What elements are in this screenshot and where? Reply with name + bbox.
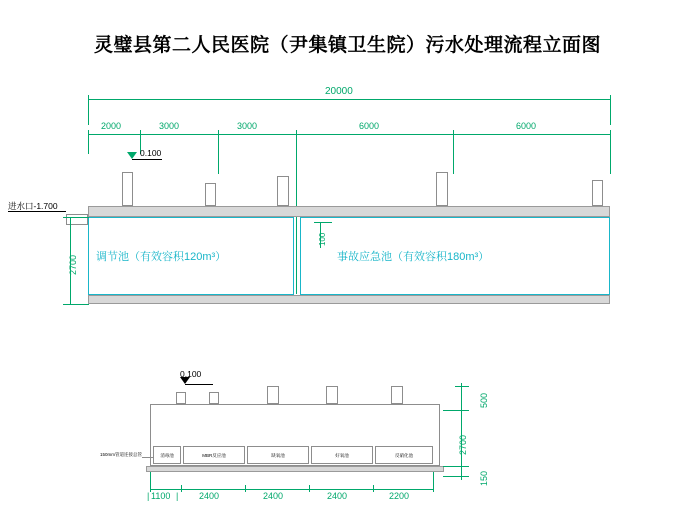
plan-bottom-dim-label-3: 2400 — [327, 491, 348, 501]
plan-bottom-dimension-line — [150, 489, 433, 490]
tank-emergency-label: 事故应急池（有效容积180m³） — [337, 251, 490, 263]
plan-right-tick-0 — [461, 383, 462, 390]
overall-dimension-label: 20000 — [325, 86, 353, 97]
elevation-level-label: 0.100 — [140, 148, 162, 158]
plan-dim-bracket-right: | — [176, 491, 179, 501]
segment-dim-label-1: 3000 — [159, 121, 180, 131]
plan-right-dim-ext-0 — [455, 386, 469, 387]
plan-dim-tick-2 — [245, 485, 246, 492]
wall-dimension-label: 100 — [318, 232, 327, 246]
plan-dim-ext-left — [150, 472, 151, 489]
plan-level-label: 0.100 — [180, 369, 202, 379]
plan-riser-3 — [267, 386, 279, 404]
plan-riser-5 — [391, 386, 403, 404]
plan-right-tick-1 — [461, 407, 462, 414]
plan-riser-2 — [209, 392, 219, 404]
plan-bottom-dim-label-0: 1100 — [151, 491, 171, 501]
plan-riser-1 — [176, 392, 186, 404]
plan-riser-4 — [326, 386, 338, 404]
plan-right-dim-ext-1 — [443, 410, 469, 411]
plan-cell-label-3: 好氧池 — [335, 453, 349, 458]
segment-dim-label-4: 6000 — [516, 121, 537, 131]
plan-cell-label-0: 消毒池 — [160, 453, 174, 458]
plan-right-dim-ext-2 — [443, 466, 469, 467]
plan-cell-label-4: 反硝化池 — [395, 453, 413, 458]
inlet-label: 进水口-1.700 — [8, 201, 58, 211]
plan-right-dim-label-1: 2700 — [458, 434, 468, 455]
plan-right-dim-ext-3 — [443, 476, 469, 477]
plan-right-dim-label-0: 500 — [479, 392, 489, 408]
page-title: 灵璧县第二人民医院（尹集镇卫生院）污水处理流程立面图 — [93, 35, 601, 56]
plan-dim-bracket-left: | — [147, 491, 150, 501]
segment-dim-label-2: 3000 — [237, 121, 258, 131]
segment-dim-label-3: 6000 — [359, 121, 380, 131]
plan-cell-label-1: MBR反应池 — [202, 453, 226, 458]
plan-right-tick-2 — [461, 463, 462, 470]
plan-dim-ext-right — [433, 472, 434, 489]
plan-right-dim-label-2: 150 — [479, 470, 489, 486]
plan-cell-label-2: 缺氧池 — [271, 453, 285, 458]
segment-dim-label-0: 2000 — [101, 121, 122, 131]
plan-dim-tick-3 — [309, 485, 310, 492]
pipe-connection-leader — [142, 457, 153, 458]
plan-bottom-dim-label-2: 2400 — [263, 491, 284, 501]
tank-regulating-label: 调节池（有效容积120m³） — [96, 251, 227, 263]
pipe-connection-label: 150mm管道连接总管 — [100, 452, 143, 457]
height-dimension-label: 2700 — [68, 254, 78, 275]
plan-level-leader-line — [185, 384, 213, 385]
plan-bottom-dim-label-4: 2200 — [389, 491, 410, 501]
plan-bottom-dim-label-1: 2400 — [199, 491, 220, 501]
plan-dim-tick-4 — [373, 485, 374, 492]
plan-right-tick-3 — [461, 473, 462, 480]
plan-base-slab — [146, 466, 444, 472]
plan-dim-tick-1 — [181, 485, 182, 492]
